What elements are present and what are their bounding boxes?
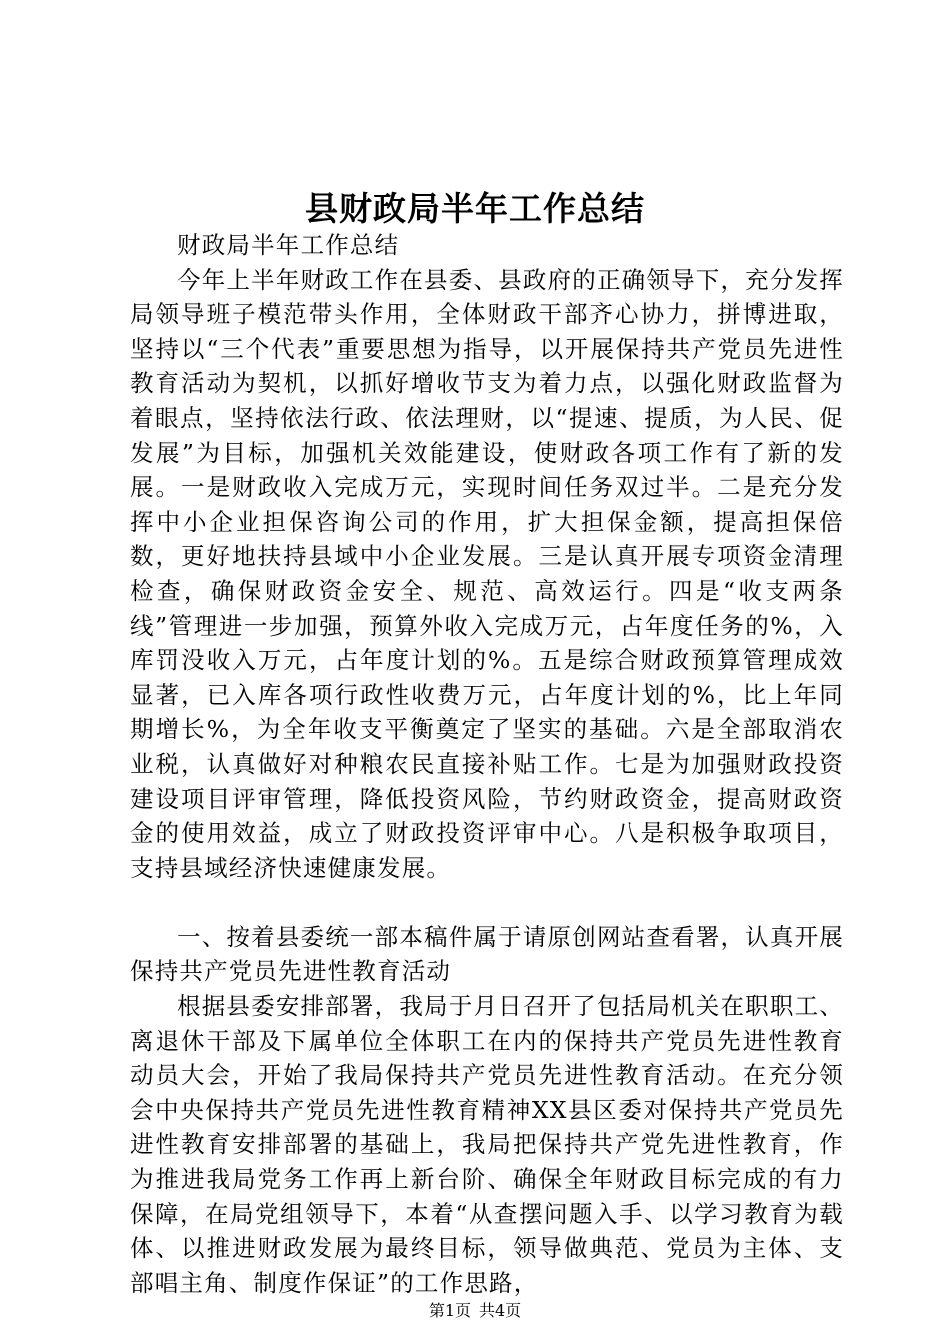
page-total: 共4页 bbox=[479, 1301, 522, 1320]
summary-paragraph: 今年上半年财政工作在县委、县政府的正确领导下，充分发挥局领导班子模范带头作用，全体财政干部齐心协力，拼博进取，坚持以“三个代表”重要思想为指导，以开展保持共产党员先进性教育活动为契机，以抓好增收节支为着力点，以强化财政监督为着眼点，坚持依法行政、依法理财，以“提速、提质，为人民、促发展”为目标，加强机关效能建设，使财政各项工作有了新的发展。一是财政收入完成万元，实现时间任务双过半。二是充分发挥中小企业担保咨询公司的作用，扩大担保金额，提高担保倍数，更好地扶持县域中小企业发展。三是认真开展专项资金清理检查，确保财政资金安全、规范、高效运行。四是“收支两条线”管理进一步加强，预算外收入完成万元，占年度任务的%，入库罚没收入万元，占年度计划的%。五是综合财政预算管理成效显著，已入库各项行政性收费万元，占年度计划的%，比上年同期增长%，为全年收支平衡奠定了坚实的基础。六是全部取消农业税，认真做好对种粮农民直接补贴工作。七是为加强财政投资建设项目评审管理，降低投资风险，节约财政资金，提高财政资金的使用效益，成立了财政投资评审中心。八是积极争取项目，支持县域经济快速健康发展。 bbox=[130, 265, 844, 882]
section-heading-1: 一、按着县委统一部本稿件属于请原创网站查看署，认真开展保持共产党员先进性教育活动 bbox=[130, 922, 844, 986]
subtitle-paragraph: 财政局半年工作总结 bbox=[177, 231, 400, 259]
section-1-paragraph: 根据县委安排部署，我局于月日召开了包括局机关在职职工、离退休干部及下属单位全体职工在内的保持共产党员先进性教育动员大会，开始了我局保持共产党员先进性教育活动。在充分领会中央保持共产党员先进性教育精神XX县区委对保持共产党员先进性教育安排部署的基础上，我局把保持共产党先进性教育，作为推进我局党务工作再上新台阶、确保全年财政目标完成的有力保障，在局党组领导下，本着“从查摆问题入手、以学习教育为载体、以推进财政发展为最终目标，领导做典范、党员为主体、支部唱主角、制度作保证”的工作思路， bbox=[130, 992, 844, 1297]
document-body bbox=[130, 228, 844, 1300]
page-number: 第1页 bbox=[428, 1301, 471, 1320]
page-footer bbox=[0, 1300, 950, 1322]
document-title: 县财政局半年工作总结 bbox=[305, 189, 645, 228]
